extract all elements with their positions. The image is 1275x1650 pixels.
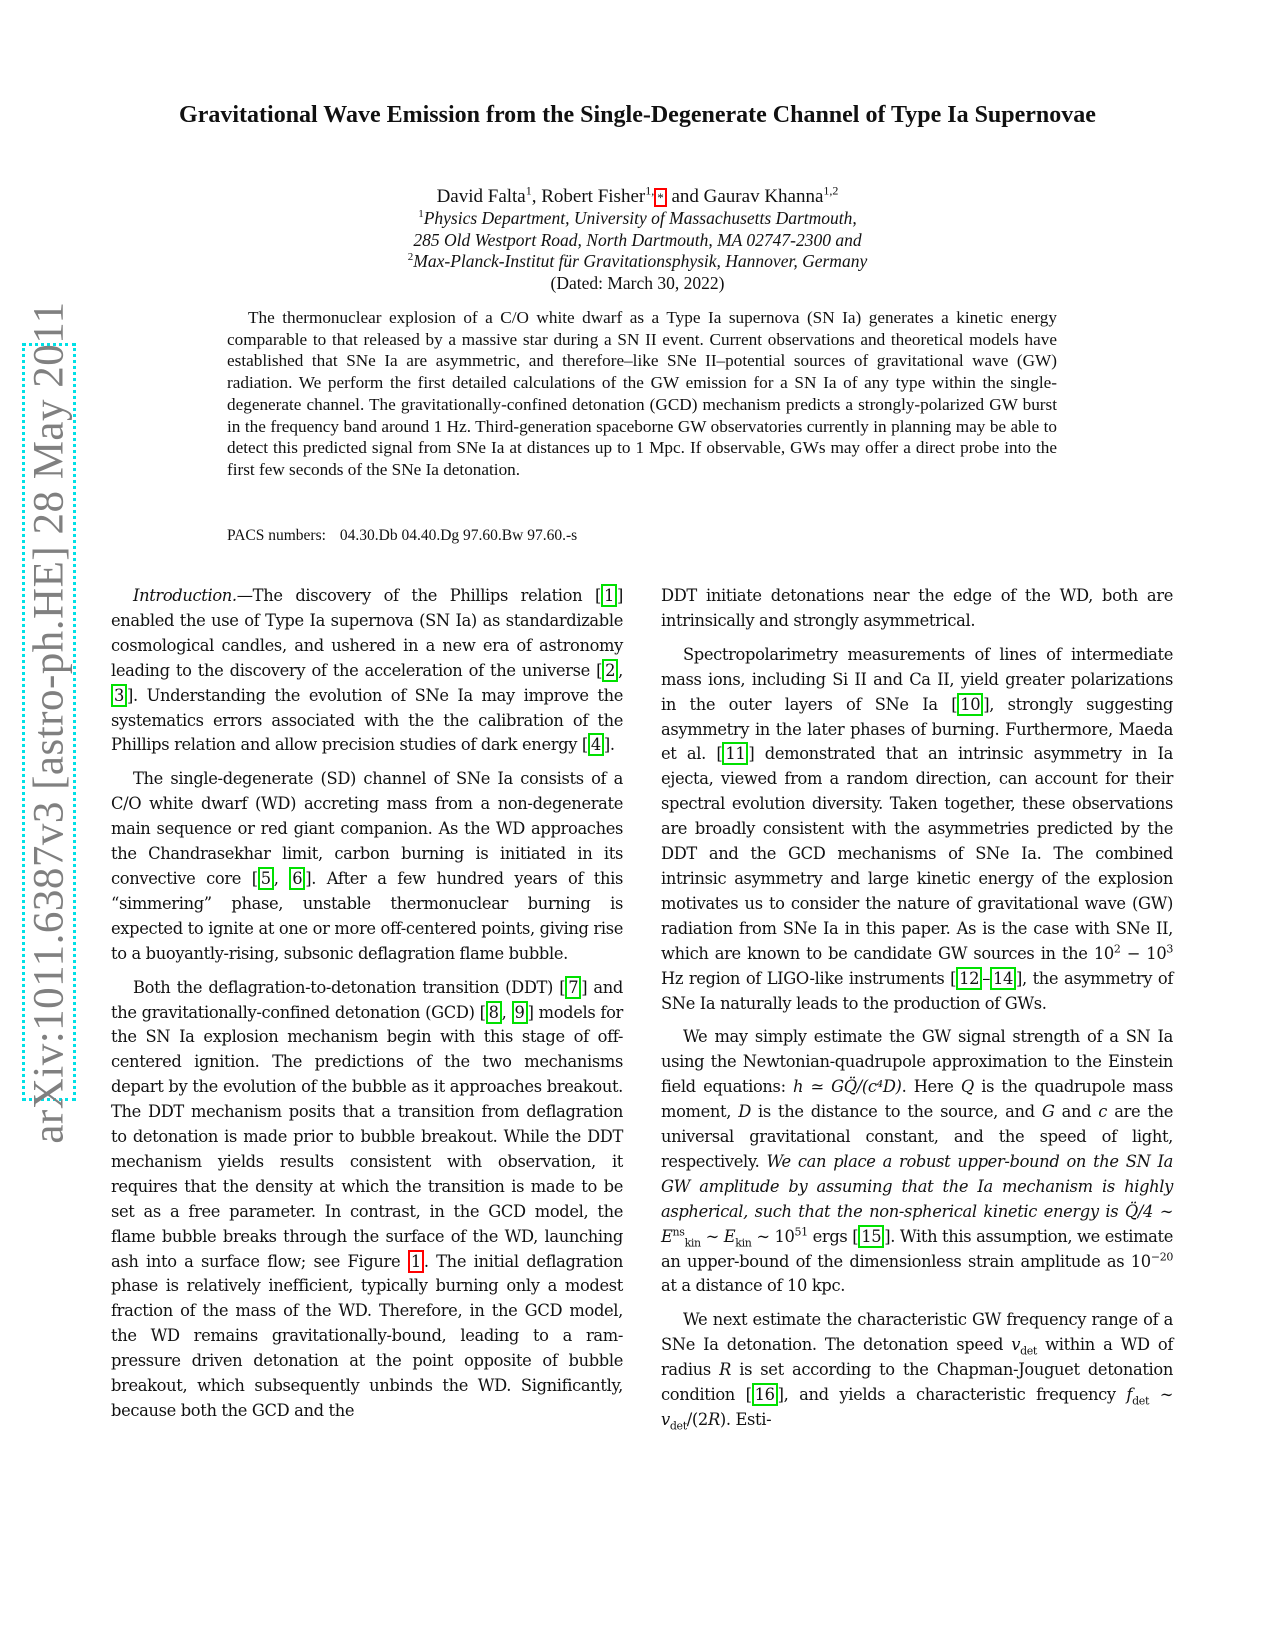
figure-reference-link[interactable]: 1 [408,1250,424,1273]
paragraph-frequency-estimate: We next estimate the characteristic GW frequency range of a SNe Ia detonation. The detonation speed $v_{det}$ within a WD of radius R is set according to the Chapman-Jouguet detonation condition [ 16 ], and yields a characteristic frequency $f_{det}$ ∼ $v_{det}/(2R)$. Esti- [661,1310,1174,1433]
paragraph-continued: DDT initiate detonations near the edge of the WD, both are intrinsically and strongly asymmetrical. [661,586,1173,630]
citation-link[interactable]: 1 [601,584,617,607]
citation-link[interactable]: 8 [486,1001,502,1024]
paragraph-sd-channel: The single-degenerate (SD) channel of SNe Ia consists of a C/O white dwarf (WD) accreting mass from a non-degenerate main sequence or red giant companion. As the WD approaches the Chandrasekhar limit, carbon burning is initiated in its convective core [ 5 , 6 ]. After a few hundred years of this “simmering” phase, unstable thermonuclear burning is expected to ignite at one or more off-centered points, giving rise to a buoyantly-rising, subsonic deflagration flame bubble. [111,769,624,963]
citation-link[interactable]: 9 [512,1001,528,1024]
pacs-label: PACS numbers: [227,527,326,544]
pacs-numbers [227,527,577,545]
citation-link[interactable]: 10 [957,693,983,716]
citation-link[interactable]: 2 [602,659,618,682]
author-name: Gaurav Khanna [703,186,824,207]
emphasized-statement: We can place a robust upper-bound on the SN Ia GW amplitude by assuming that the Ia mechanism is highly aspherical, such that the non-spherical kinetic energy is [661,1151,1173,1221]
left-column [111,584,623,1433]
paragraph-ddt-gcd: Both the deflagration-to-detonation transition (DDT) [ 7 ] and the gravitationally-confined detonation (GCD) [ 8 , 9 ] models for the SN Ia explosion mechanism begin with this stage of off-centered ignition. The predictions of the two mechanisms depart by the evolution of the bubble as it approaches breakout. The DDT mechanism posits that a transition from deflagration to detonation is made prior to bubble breakout. While the DDT mechanism yields results consistent with observation, it requires that the density at which the transition is made to be set as a free parameter. In contrast, in the GCD model, the flame bubble breaks through the surface of the WD, launching ash into a surface flow; see Figure 1 . The initial deflagration phase is relatively inefficient, typically burning only a modest fraction of the mass of the WD. Therefore, in the GCD model, the WD remains gravitationally-bound, leading to a ram-pressure driven detonation at the point opposite of bubble breakout, which subsequently unbinds the WD. Significantly, because both the GCD and the [111,977,624,1420]
affiliation-marker: 1 [525,183,532,198]
citation-link[interactable]: 11 [722,742,748,765]
citation-link[interactable]: 16 [752,1383,778,1406]
affiliation-2: Max-Planck-Institut für Gravitationsphysik, Hannover, Germany [413,251,868,271]
citation-link[interactable]: 5 [258,867,274,890]
paragraph-introduction: Introduction.—The discovery of the Phillips relation [ 1 ] enabled the use of Type Ia supernova (SN Ia) as standardizable cosmological candles, and ushered in a new era of astronomy leading to the discovery of the acceleration of the universe [ 2 , 3 ]. Understanding the evolution of SNe Ia may improve the systematics errors associated with the the calibration of the Phillips relation and allow precision studies of dark energy [ 4 ]. [111,586,623,755]
affiliation-1-line-2: 285 Old Westport Road, North Dartmouth, MA 02747-2300 and [413,229,862,250]
abstract: The thermonuclear explosion of a C/O white dwarf as a Type Ia supernova (SN Ia) generates a kinetic energy comparable to that released by a massive star during a SN II event. Current observations and theoretical models have established that SNe Ia are asymmetric, and therefore–like SNe II–potential sources of gravitational wave (GW) radiation. We perform the first detailed calculations of the GW emission for a SN Ia of any type within the single-degenerate channel. The gravitationally-confined detonation (GCD) mechanism predicts a strongly-polarized GW burst in the frequency band around 1 Hz. Third-generation spaceborne GW observatories currently in planning may be able to detect this predicted signal from SNe Ia at distances up to 1 Mpc. If observable, GWs may offer a direct probe into the first few seconds of the SNe Ia detonation. [227,308,1057,479]
right-column [661,584,1173,1442]
citation-link[interactable]: 15 [858,1225,884,1248]
citation-link[interactable]: 12 [956,967,982,990]
author-name: Robert Fisher [541,186,646,207]
citation-link[interactable]: 6 [289,867,305,890]
paragraph-gw-estimate: We may simply estimate the GW signal strength of a SN Ia using the Newtonian-quadrupole approximation to the Einstein field equations: h ≃ GQ̈/(c⁴D). Here Q is the quadrupole mass moment, D is the distance to the source, and G and c are the universal gravitational constant, and the speed of light, respectively. We can place a robust upper-bound on the SN Ia GW amplitude by assuming that the Ia mechanism is highly aspherical, such that the non-spherical kinetic energy is Q̈/4 ∼ $E^{ns}_{kin}$ ∼ $E_{kin}$ ∼ $10^{51}$ ergs [ 15 ]. With this assumption, we estimate an upper-bound of the dimensionless strain amplitude as $10^{-20}$ at a distance of 10 kpc. [661,1027,1174,1296]
paragraph-spectropolarimetry: Spectropolarimetry measurements of lines of intermediate mass ions, including Si II and Ca II, yield greater polarizations in the outer layers of SNe Ia [ 10 ], strongly suggesting asymmetry in the later phases of burning. Furthermore, Maeda et al. [ 11 ] demonstrated that an intrinsic asymmetry in Ia ejecta, viewed from a random direction, can account for their spectral evolution diversity. Taken together, these observations are broadly consistent with the asymmetries predicted by the DDT and the GCD mechanisms of SNe Ia. The combined intrinsic asymmetry and large kinetic energy of the explosion motivates us to consider the nature of gravitational wave (GW) radiation from SNe Ia in this paper. As is the case with SNe II, which are known to be candidate GW sources in the $10^2 - 10^3$ Hz region of LIGO-like instruments [ 12 – 14 ], the asymmetry of SNe Ia naturally leads to the production of GWs. [661,644,1173,1013]
citation-link[interactable]: 14 [990,967,1016,990]
citation-link[interactable]: 7 [565,976,581,999]
affiliation-1-line-1: Physics Department, University of Massachusetts Dartmouth, [423,208,857,228]
citation-link[interactable]: 3 [111,684,127,707]
arxiv-id-text: arXiv:1011.6387v3 [astro-ph.HE] 28 May 2011 [25,300,73,1144]
paper-title: Gravitational Wave Emission from the Single-Degenerate Channel of Type Ia Supernovae [179,102,1096,128]
section-heading: Introduction. [133,586,237,605]
affiliation-marker: 1,2 [823,183,839,198]
citation-link[interactable]: 4 [588,733,604,756]
corresponding-author-footnote-link[interactable]: * [654,188,667,207]
author-name: David Falta [436,186,526,207]
affiliation-marker: 1, [645,183,655,198]
arxiv-id-stamp[interactable] [22,300,76,1144]
pacs-values: 04.30.Db 04.40.Dg 97.60.Bw 97.60.-s [339,527,578,544]
author-list: David Falta$^1$, Robert Fisher$^{1,}$ * and Gaurav Khanna$^{1,2}$ [436,183,839,207]
affiliations: $^1$Physics Department, University of Massachusetts Dartmouth, 285 Old Westport Road, North Dartmouth, MA 02747-2300 and $^2$Max-Planck-Institut für Gravitationsphysik, Hannover, Germany (Dated: March 30, 2022) [140,208,1135,294]
equation-strain: h ≃ GQ̈/(c⁴D) [793,1077,902,1097]
date-line: (Dated: March 30, 2022) [550,272,725,293]
